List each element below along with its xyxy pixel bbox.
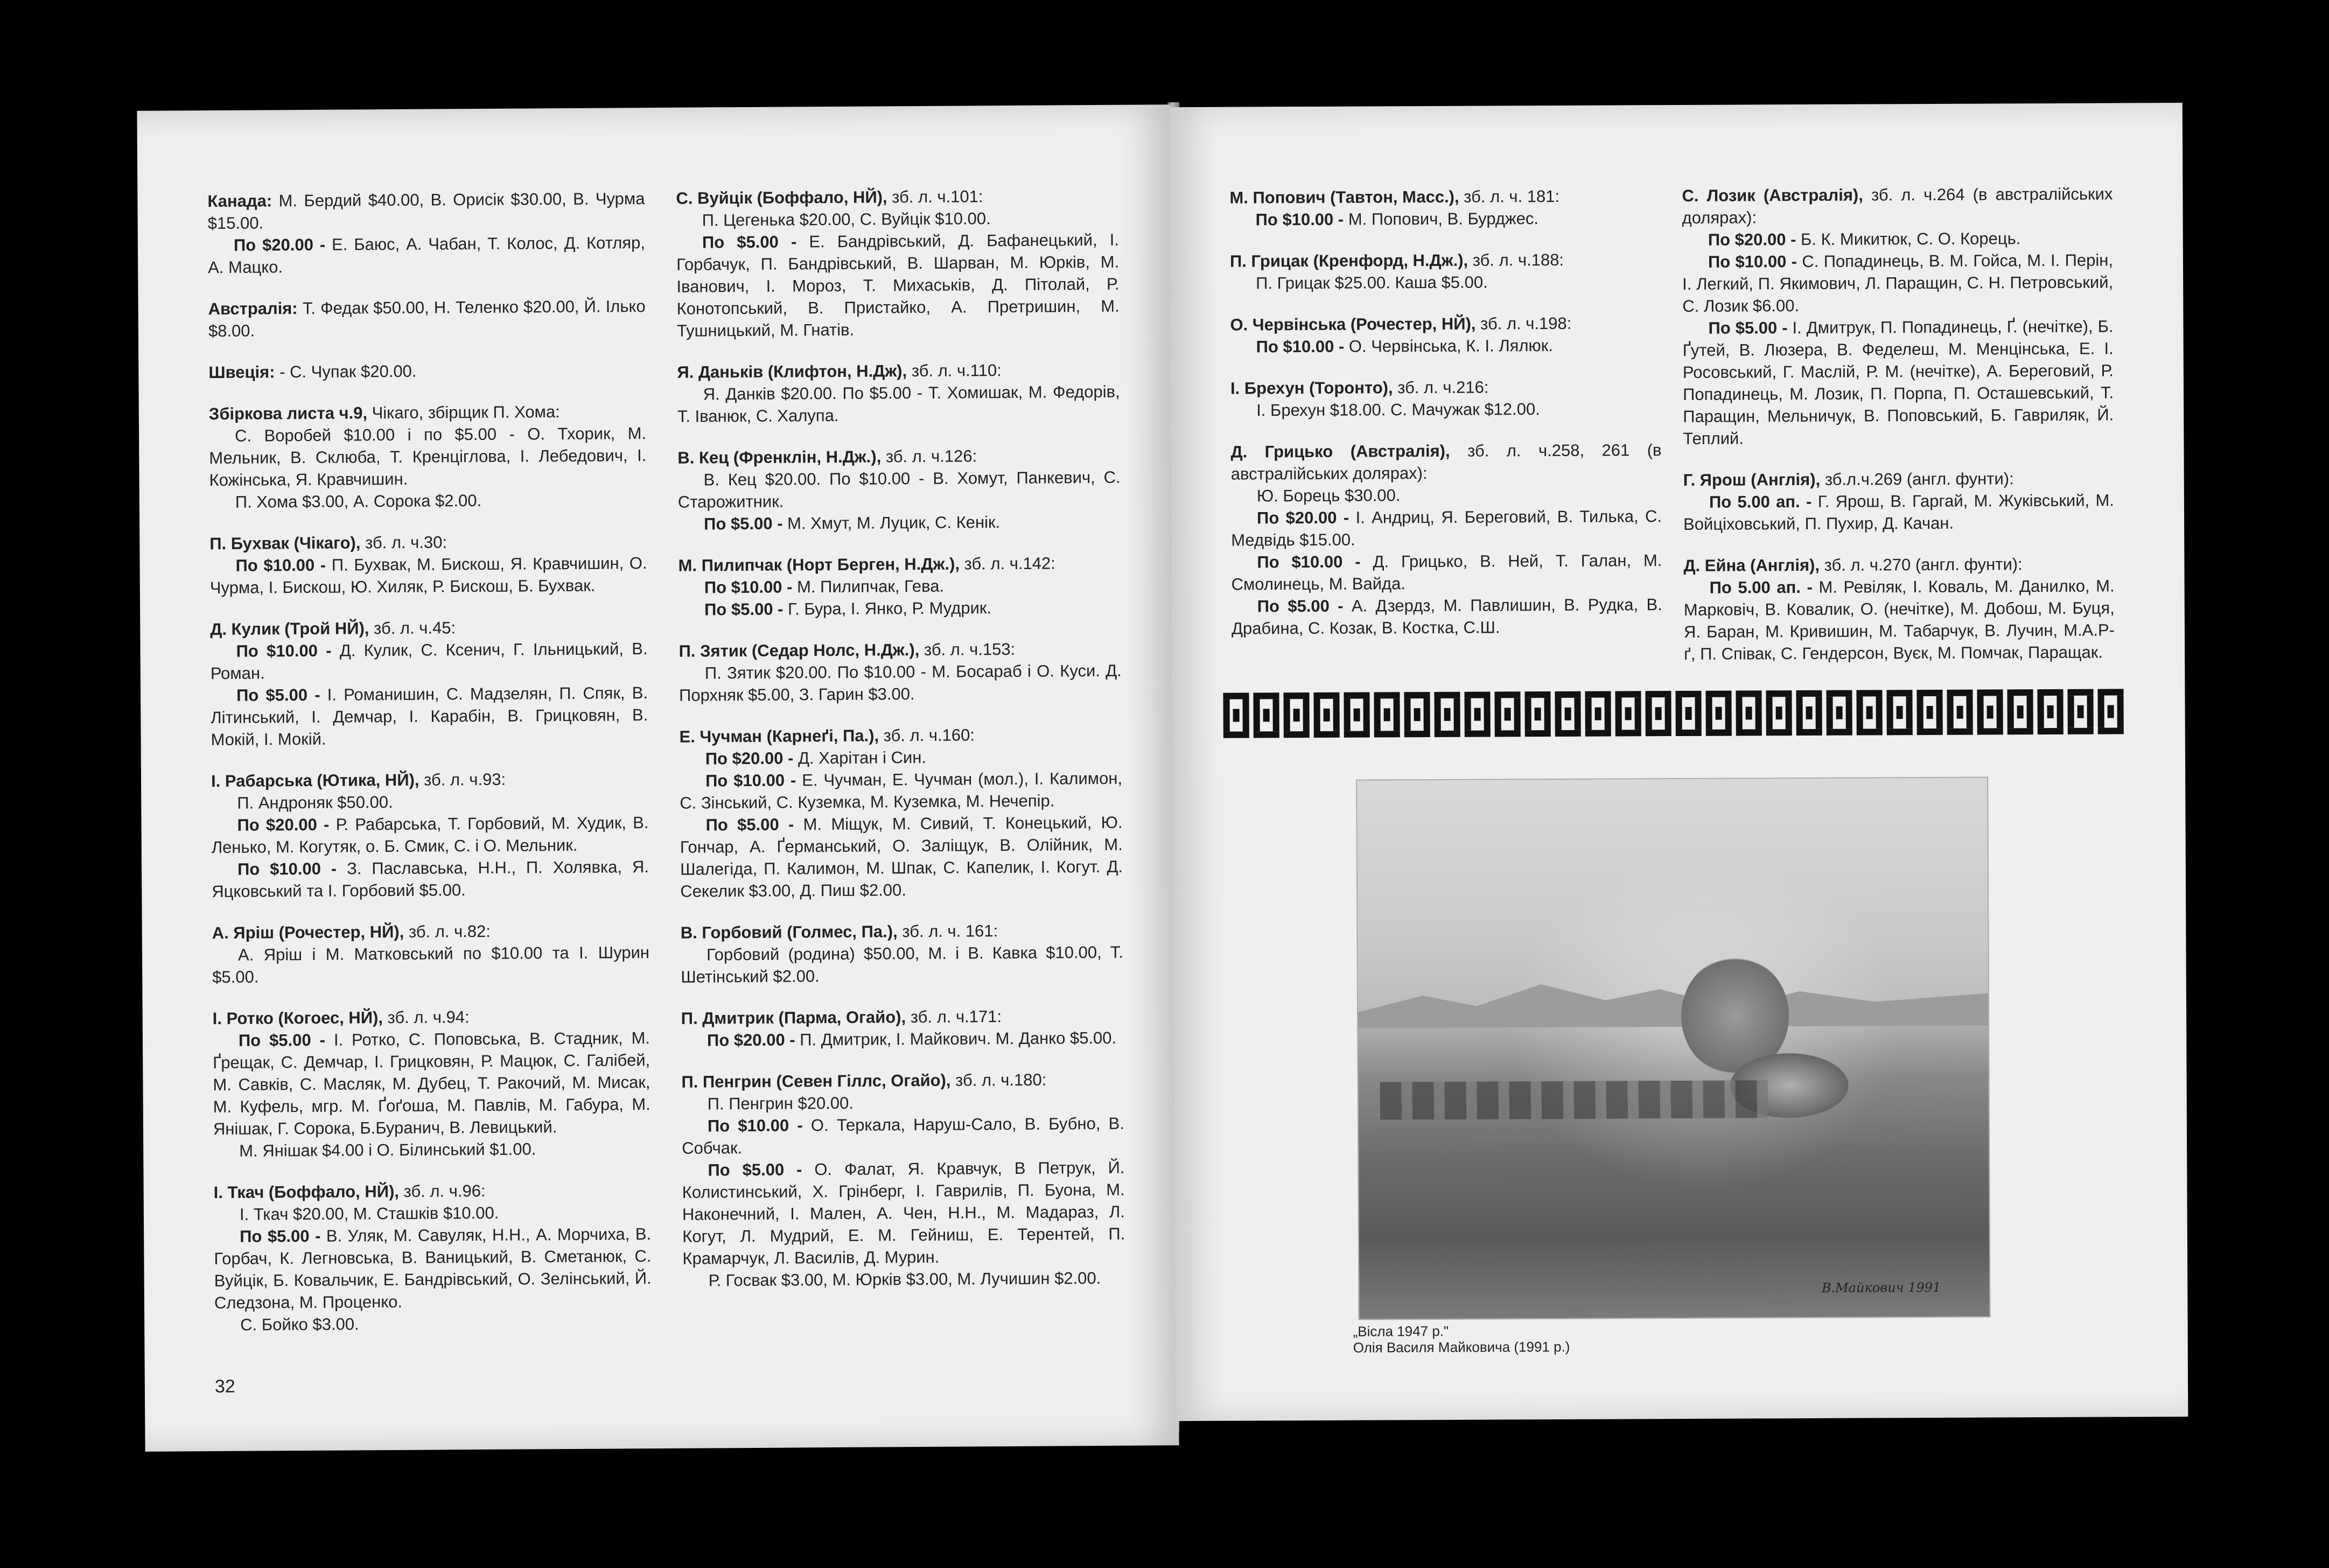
entry-line xyxy=(679,596,1121,621)
entry-text: О. Червінська, К. І. Лялюк. xyxy=(1348,336,1554,356)
stone-wall-shape xyxy=(1380,1080,1768,1119)
entry-line xyxy=(1682,249,2114,317)
amount-lead: По 5.00 ап. - xyxy=(1709,492,1812,512)
entry-heading: Д. Кулик (Трой НЙ), xyxy=(210,619,369,639)
amount-lead: По $5.00 - xyxy=(705,815,794,835)
amount-lead: По $5.00 - xyxy=(1708,318,1788,338)
entry-text: зб. л. ч.264 (в австралійських долярах): xyxy=(1682,184,2113,227)
ornament-motif xyxy=(1977,689,2003,734)
donation-entry xyxy=(1230,312,1661,358)
donation-entry xyxy=(208,295,646,342)
donation-entry xyxy=(214,1179,652,1336)
entry-line xyxy=(1230,207,1661,230)
entry-line xyxy=(209,488,647,513)
amount-lead: По $10.00 - xyxy=(704,577,793,597)
entry-line xyxy=(678,552,1121,577)
entry-text: зб. л. ч.153: xyxy=(924,639,1016,659)
entry-line xyxy=(212,856,649,902)
entry-text: П. Пенгрин $20.00. xyxy=(707,1093,854,1114)
donation-entry xyxy=(676,185,1120,342)
entry-line xyxy=(209,422,647,491)
amount-lead: По $10.00 - xyxy=(237,859,337,879)
left-page xyxy=(137,104,1179,1452)
entry-text: М. Пилипчак, Гева. xyxy=(796,576,945,597)
amount-lead: По $5.00 - xyxy=(238,1030,326,1050)
amount-lead: По $20.00 - xyxy=(705,748,794,768)
entry-heading: І. Рабарська (Ютика, НЙ), xyxy=(211,770,419,791)
entry-line xyxy=(213,1005,650,1030)
entry-line xyxy=(683,1267,1125,1292)
amount-lead: По $10.00 - xyxy=(235,555,326,575)
entry-line xyxy=(681,1068,1124,1093)
entry-line xyxy=(676,185,1118,209)
amount-lead: По $10.00 - xyxy=(1708,252,1798,271)
entry-line xyxy=(1682,315,2114,449)
entry-text: зб.л.ч.269 (англ. фунти): xyxy=(1824,469,2014,489)
donation-entry xyxy=(210,615,648,751)
entry-text: зб. л. ч. 161: xyxy=(902,921,998,941)
ornament-motif xyxy=(1524,691,1550,737)
entry-line xyxy=(211,811,648,858)
painting-signature: В.Майкович 1991 xyxy=(1821,1279,1941,1296)
entry-text: Г. Бура, І. Янко, Р. Мудрик. xyxy=(787,598,992,619)
caption-title: „Вісла 1947 р." xyxy=(1353,1322,1449,1340)
entry-text: П. Цегенька $20.00, С. Вуйцік $10.00. xyxy=(702,209,991,230)
entry-text: А. Дзердз, М. Павлишин, В. Рудка, В. Драбина, С. Козак, В. Костка, С.Ш. xyxy=(1231,595,1662,638)
entry-heading: Г. Ярош (Англія), xyxy=(1683,470,1821,489)
ornament-motif xyxy=(1283,692,1309,738)
entry-heading: І. Ткач (Боффало, НЙ), xyxy=(213,1181,400,1202)
left-column-2 xyxy=(676,185,1125,1311)
entry-line xyxy=(1682,183,2113,228)
entry-line xyxy=(213,1027,651,1140)
entry-text: Т. Федак $50.00, Н. Теленко $20.00, Й. Ілько $8.00. xyxy=(208,297,646,341)
entry-line xyxy=(207,187,645,234)
ornament-motif xyxy=(2067,689,2093,734)
donation-entry xyxy=(1229,185,1660,230)
entry-text: зб. л. ч.258, 261 (в австралійських долярах): xyxy=(1230,440,1662,484)
entry-line xyxy=(1683,575,2115,664)
donation-entry xyxy=(681,919,1124,988)
amount-lead: По $10.00 - xyxy=(707,1116,803,1136)
ornament-motif xyxy=(1615,691,1641,736)
entry-line xyxy=(681,1027,1124,1052)
entry-text: зб. л. ч.101: xyxy=(892,187,983,207)
right-column-2 xyxy=(1682,183,2115,684)
amount-lead: По $5.00 - xyxy=(702,232,797,252)
entry-text: зб. л. ч.93: xyxy=(423,769,506,789)
entry-text: зб. л. ч.171: xyxy=(910,1007,1002,1027)
entry-text: С. Бойко $3.00. xyxy=(240,1314,359,1334)
entry-text: П. Зятик $20.00. По $10.00 - М. Босараб і О. Куси. Д. Порхняк $5.00, З. Гарин $3.00. xyxy=(679,661,1122,705)
entry-line xyxy=(1230,439,1661,485)
entry-text: М. Янішак $4.00 і О. Білинський $1.00. xyxy=(239,1139,536,1160)
ornament-motif xyxy=(1826,690,1852,736)
entry-line xyxy=(677,381,1120,428)
entry-line xyxy=(214,1223,652,1314)
entry-text: М. Бердий $40.00, В. Орисік $30.00, В. Чурма $15.00. xyxy=(207,189,645,233)
entry-line xyxy=(679,574,1121,599)
ornament-motif xyxy=(1494,691,1520,737)
entry-text: зб. л. ч.110: xyxy=(911,361,1002,381)
entry-line xyxy=(1230,375,1661,399)
amount-lead: По $10.00 - xyxy=(705,771,796,790)
entry-heading: П. Дмитрик (Парма, Огайо), xyxy=(681,1007,906,1028)
entry-line xyxy=(679,723,1122,748)
entry-heading: Канада: xyxy=(207,191,272,211)
entry-line xyxy=(681,919,1123,944)
entry-line xyxy=(676,229,1120,342)
ornament-motif xyxy=(1886,690,1912,735)
ornament-motif xyxy=(1917,690,1942,735)
entry-line xyxy=(676,207,1119,232)
amount-lead: По $20.00 - xyxy=(707,1030,795,1050)
entry-line xyxy=(1682,227,2113,250)
ornament-motif xyxy=(1585,691,1611,737)
ornament-motif xyxy=(1223,692,1249,738)
amount-lead: По $10.00 - xyxy=(236,641,332,661)
entry-line xyxy=(682,1112,1124,1159)
entry-text: І. Дмитрук, П. Попадинець, Ґ. (нечітке), Б. Ґутей, В. Люзера, В. Феделеш, М. Менцінська, Е. І. Росовський, Г. Маслій, Р. М. (нечітке), А. Береговий, Р. Попадинець, М. Лозик, П. Порпа, П. Осташевський, Т. Паращин, Мельничук, В. Поповський, Б. Гавриляк, Й. Теплий. xyxy=(1682,317,2114,448)
entry-text: зб. л. ч.94: xyxy=(387,1007,470,1027)
entry-text: І. Романишин, С. Мадзелян, П. Спяк, В. Літинський, І. Демчар, І. Карабін, В. Грицковян, В. Мокій, І. Мокій. xyxy=(211,683,648,750)
ornament-motif xyxy=(1374,692,1400,737)
entry-line xyxy=(1683,552,2114,576)
entry-line xyxy=(1229,185,1660,208)
donation-entry xyxy=(209,530,647,599)
entry-heading: І. Брехун (Торонто), xyxy=(1230,378,1393,398)
entry-text: С. Воробей $10.00 і по $5.00 - О. Тхорик, М. Мельник, В. Склюба, Т. Кренціглова, І. Лебедович, І. Кожінська, Я. Кравчишин. xyxy=(209,424,647,490)
entry-line xyxy=(210,638,647,684)
entry-line xyxy=(1230,334,1661,358)
entry-heading: О. Червінська (Рочестер, НЙ), xyxy=(1230,314,1476,334)
amount-lead: По $20.00 - xyxy=(237,815,330,835)
entry-heading: В. Горбовий (Голмес, Па.), xyxy=(680,922,898,942)
donation-entry xyxy=(211,767,649,902)
donation-entry xyxy=(1683,467,2115,535)
page-number: 32 xyxy=(214,1376,235,1397)
entry-text: Я. Данків $20.00. По $5.00 - Т. Хомишак, М. Федорів, Т. Іванюк, С. Халупа. xyxy=(677,382,1120,426)
entry-line xyxy=(682,1157,1125,1270)
entry-line xyxy=(1231,505,1662,551)
entry-text: М. Хмут, М. Луцик, С. Кенік. xyxy=(787,513,1001,533)
entry-heading: М. Пилипчак (Норт Берген, Н.Дж.), xyxy=(678,554,960,575)
entry-line xyxy=(1683,467,2114,491)
entry-heading: Я. Даньків (Клифтон, Н.Дж), xyxy=(677,361,907,382)
entry-text: Е. Чучман, Е. Чучман (мол.), І. Калимон, С. Зінський, С. Куземка, М. Куземка, М. Нечепір. xyxy=(680,768,1123,813)
entry-text: Горбовий (родина) $50.00, М. і В. Кавка $10.00, Т. Шетінський $2.00. xyxy=(681,942,1124,986)
entry-text: М. Міщук, М. Сивий, Т. Конецький, Ю. Гончар, А. Ґерманський, О. Заліщук, В. Олійник, М. Шалегіда, П. Калимон, М. Шпак, С. Капелик, І. Когут. Д. Секелик $3.00, Д. Пиш $2.00. xyxy=(680,813,1123,901)
entry-heading: І. Ротко (Когоес, НЙ), xyxy=(212,1008,383,1028)
ornament-motif xyxy=(1253,692,1279,738)
entry-line xyxy=(212,919,649,944)
entry-line xyxy=(210,615,647,640)
entry-text: Б. К. Микитюк, С. О. Корець. xyxy=(1800,229,2021,249)
amount-lead: По 5.00 ап. - xyxy=(1709,577,1813,597)
entry-text: І. Ткач $20.00, М. Сташків $10.00. xyxy=(239,1203,499,1224)
entry-text: П. Дмитрик, І. Майкович. М. Данко $5.00. xyxy=(800,1028,1117,1049)
amount-lead: По $10.00 - xyxy=(1256,337,1345,356)
entry-heading: А. Яріш (Рочестер, НЙ), xyxy=(212,922,404,943)
entry-line xyxy=(679,638,1121,662)
entry-text: Е. Бандрівський, Д. Бафанецький, І. Горбачук, П. Бандрівський, В. Шарван, М. Юрків, М. Іванович, І. Мороз, Т. Михаськів, Д. Пітолай, Р. Конотопський, В. Пристайко, А. Претришин, М. Тушницький, М. Гнатів. xyxy=(676,230,1120,340)
ornament-motif xyxy=(1766,690,1792,736)
ornament-motif xyxy=(1434,692,1460,737)
ornament-motif xyxy=(1344,692,1369,738)
entry-heading: П. Бухвак (Чікаго), xyxy=(209,533,361,554)
amount-lead: По $5.00 - xyxy=(708,1160,802,1180)
entry-text: І. Ротко, С. Поповська, В. Стадник, М. Ґрещак, С. Демчар, І. Грицковян, Р. Мацюк, С. Галібей, М. Савків, С. Масляк, М. Дубец, Т. Ракочий, М. Мисак, М. Куфель, мгр. М. Ґоґоша, М. Павлів, М. Габура, М. Янішак, Г. Сорока, Б.Буранич, В. Левицький. xyxy=(213,1028,651,1139)
donation-entry xyxy=(1230,248,1661,294)
entry-line xyxy=(1232,593,1662,639)
entry-line xyxy=(214,1201,651,1226)
entry-line xyxy=(680,745,1122,770)
entry-line xyxy=(1230,312,1661,335)
ornament-motif xyxy=(1736,690,1761,736)
amount-lead: По $20.00 - xyxy=(1256,508,1349,528)
entry-line xyxy=(209,530,647,555)
donation-entry xyxy=(679,723,1123,902)
entry-text: зб. л. ч.82: xyxy=(408,921,491,941)
ornament-motif xyxy=(1705,691,1731,736)
entry-text: Р. Рабарська, Т. Горбовий, М. Худик, В. Ленько, М. Когутяк, о. Б. Смик, С. і О. Мельник. xyxy=(211,813,649,857)
entry-text: зб. л. ч.126: xyxy=(885,446,977,466)
entry-line xyxy=(678,510,1121,535)
ornament-motif xyxy=(1675,691,1701,736)
entry-line xyxy=(1683,489,2114,535)
entry-line xyxy=(1230,248,1661,272)
embroidery-ornament xyxy=(1221,684,2125,742)
entry-text: М. Попович, В. Бурджес. xyxy=(1348,209,1539,229)
entry-text: Д. Харітан і Син. xyxy=(798,747,927,768)
donation-entry xyxy=(208,359,646,383)
entry-text: Чікаго, збірщик П. Хома: xyxy=(372,402,560,423)
entry-line xyxy=(677,466,1120,513)
entry-line xyxy=(209,400,646,425)
entry-text: В. Кец $20.00. По $10.00 - В. Хомут, Панкевич, С. Старожитник. xyxy=(677,467,1121,512)
painting-image xyxy=(1356,776,1990,1320)
entry-text: зб. л. ч.188: xyxy=(1472,250,1564,270)
entry-text: зб. л. ч.30: xyxy=(365,533,447,552)
entry-text: М. Ревіляк, І. Коваль, М. Данилко, М. Марковіч, В. Ковалик, О. (нечітке), М. Добош, М. Буця, Я. Баран, М. Кривишин, М. Табарчук, В. Лучин, М.А.Р-ґ, П. Співак, С. Гендерсон, Вуєк, М. Помчак, Паращак. xyxy=(1683,576,2115,663)
caption-subtitle: Олія Василя Майковича (1991 р.) xyxy=(1353,1338,1570,1356)
entry-text: П. Грицак $25.00. Каша $5.00. xyxy=(1256,272,1488,293)
entry-text: З. Паславська, Н.Н., П. Холявка, Я. Яцковський та І. Горбовий $5.00. xyxy=(212,857,649,901)
entry-line xyxy=(681,1005,1124,1030)
entry-line xyxy=(208,295,646,342)
entry-text: - С. Чупак $20.00. xyxy=(279,361,417,382)
ornament-motif xyxy=(1947,690,1973,735)
entry-text: зб. л. ч.216: xyxy=(1397,377,1489,397)
right-column-1 xyxy=(1229,185,1662,659)
donation-entry xyxy=(212,919,650,988)
entry-heading: Е. Чучман (Карнеґі, Па.), xyxy=(679,726,879,746)
right-page xyxy=(1170,103,2188,1421)
entry-text: І. Андриц, Я. Береговий, В. Тилька, С. Медвідь $15.00. xyxy=(1231,507,1662,550)
entry-heading: П. Зятик (Седар Нолс, Н.Дж.), xyxy=(679,640,920,661)
entry-line xyxy=(214,1311,652,1336)
entry-line xyxy=(1231,483,1662,507)
ornament-motif xyxy=(2007,689,2033,734)
donation-entry xyxy=(1683,552,2115,664)
entry-text: С. Попадинець, В. М. Гойса, М. І. Перін, І. Легкий, П. Якимович, Л. Паращин, С. Н. Петровський, С. Лозик $6.00. xyxy=(1682,250,2114,316)
amount-lead: По $10.00 - xyxy=(1257,552,1361,572)
entry-line xyxy=(679,660,1122,706)
mountains-silhouette xyxy=(1358,961,1989,1028)
entry-line xyxy=(1231,549,1662,595)
donation-entry xyxy=(681,1068,1125,1292)
entry-line xyxy=(214,1179,651,1203)
amount-lead: По $10.00 - xyxy=(1255,209,1344,229)
donation-entry xyxy=(681,1005,1124,1052)
entry-heading: П. Пенгрин (Севен Гіллс, Огайо), xyxy=(681,1070,951,1091)
entry-text: І. Брехун $18.00. С. Мачужак $12.00. xyxy=(1256,400,1540,420)
entry-text: П. Андроняк $50.00. xyxy=(237,793,393,813)
amount-lead: По $5.00 - xyxy=(1257,596,1344,616)
entry-heading: М. Попович (Тавтон, Масс.), xyxy=(1229,187,1459,207)
entry-text: О. Фалат, Я. Кравчук, В Петрук, Й. Колистинський, Х. Грінберг, І. Гаврилів, П. Буона, М. Наконечний, І. Мален, А. Чен, Н.Н., М. Мадараз, Л. Когут, Л. Мудрий, Е. М. Гейниш, Е. Терентей, П. Крамарчук, Л. Василів, Д. Мурин. xyxy=(682,1158,1125,1268)
entry-text: П. Бухвак, М. Бискош, Я. Кравчишин, О. Чурма, І. Бискош, Ю. Хиляк, Р. Бискош, Б. Бухвак. xyxy=(209,554,647,598)
ornament-motif xyxy=(1856,690,1882,735)
donation-entry xyxy=(677,359,1120,428)
entry-heading: Австралія: xyxy=(208,299,298,319)
painting-caption xyxy=(1353,1322,1570,1356)
entry-heading: П. Грицак (Кренфорд, Н.Дж.), xyxy=(1229,250,1468,271)
entry-text: зб. л. ч.142: xyxy=(964,554,1055,573)
entry-heading: В. Кец (Френклін, Н.Дж.), xyxy=(677,447,882,467)
entry-text: зб. л. ч.198: xyxy=(1480,313,1572,333)
entry-line xyxy=(1230,270,1661,294)
entry-line xyxy=(209,552,647,599)
entry-text: П. Хома $3.00, А. Сорока $2.00. xyxy=(235,491,482,512)
entry-text: Г. Ярош, В. Гаргай, М. Жуківський, М. Войціховський, П. Пухир, Д. Качан. xyxy=(1683,491,2114,534)
entry-line xyxy=(211,789,648,814)
donation-entry xyxy=(207,187,645,278)
donation-entry xyxy=(209,400,647,513)
entry-heading: Збіркова листа ч.9, xyxy=(208,403,368,424)
entry-text: В. Уляк, М. Савуляк, Н.Н., А. Морчиха, В. Горбач, К. Легновська, В. Ваницький, В. Сметанюк, С. Вуйцік, Б. Ковальчик, Е. Бандрівський, О. Зелінський, Й. Следзона, М. Проценко. xyxy=(214,1224,652,1313)
ornament-motif xyxy=(1796,690,1822,736)
entry-line xyxy=(680,767,1122,814)
entry-text: Р. Госвак $3.00, М. Юрків $3.00, М. Лучишин $2.00. xyxy=(708,1268,1101,1290)
entry-line xyxy=(680,811,1123,902)
amount-lead: По $20.00 - xyxy=(233,235,326,255)
amount-lead: По $5.00 - xyxy=(704,599,784,619)
donation-entry xyxy=(678,552,1121,621)
entry-heading: Д. Ейна (Англія), xyxy=(1683,555,1820,575)
entry-line xyxy=(677,359,1120,383)
donation-entry xyxy=(679,638,1122,706)
amount-lead: По $5.00 - xyxy=(704,514,783,534)
entry-heading: Д. Грицько (Австралія), xyxy=(1230,441,1450,461)
amount-lead: По $5.00 - xyxy=(236,685,320,705)
ornament-motif xyxy=(1313,692,1339,738)
ornament-motif xyxy=(1555,691,1580,737)
entry-line xyxy=(213,1137,651,1162)
entry-text: зб. л. ч.45: xyxy=(373,618,456,638)
entry-line xyxy=(677,444,1120,469)
entry-line xyxy=(208,359,646,383)
donation-entry xyxy=(677,444,1121,535)
entry-heading: С. Лозик (Австралія), xyxy=(1682,185,1863,205)
amount-lead: По $5.00 - xyxy=(240,1226,321,1246)
donation-entry xyxy=(1682,183,2114,449)
entry-line xyxy=(682,1090,1124,1115)
ornament-motif xyxy=(1404,692,1430,737)
amount-lead: По $20.00 - xyxy=(1708,230,1796,249)
entry-text: О. Теркала, Наруш-Сало, В. Бубно, В. Собчак. xyxy=(682,1114,1125,1158)
entry-text: Д. Кулик, С. Ксенич, Г. Ільницький, В. Роман. xyxy=(210,639,648,683)
entry-text: зб. л. ч.96: xyxy=(403,1181,486,1201)
entry-line xyxy=(208,232,645,278)
ornament-motif xyxy=(1464,692,1490,737)
entry-heading: Швеція: xyxy=(208,362,275,382)
entry-line xyxy=(211,682,648,751)
donation-entry xyxy=(213,1005,651,1162)
entry-text: зб. л. ч. 181: xyxy=(1464,186,1560,206)
entry-text: Е. Баюс, А. Чабан, Т. Колос, Д. Котляр, А. Мацко. xyxy=(208,233,646,277)
entry-text: Д. Грицько, В. Ней, Т. Галан, М. Смолинець, М. Вайда. xyxy=(1231,551,1662,594)
ornament-motif xyxy=(2037,689,2063,734)
entry-heading: С. Вуйцік (Боффало, НЙ), xyxy=(676,187,887,208)
entry-text: зб. л. ч.180: xyxy=(955,1070,1047,1090)
ornament-motif xyxy=(1645,691,1671,736)
entry-line xyxy=(1230,397,1661,421)
entry-line xyxy=(212,941,649,988)
ornament-motif xyxy=(2097,689,2123,734)
donation-entry xyxy=(1230,439,1662,639)
entry-text: А. Яріш і М. Матковський по $10.00 та І. Шурин $5.00. xyxy=(212,943,650,987)
left-column-1 xyxy=(207,187,652,1355)
donation-entry xyxy=(1230,375,1661,421)
entry-text: зб. л. ч.160: xyxy=(883,725,975,745)
entry-text: Ю. Борець $30.00. xyxy=(1256,486,1401,506)
entry-line xyxy=(681,941,1123,988)
entry-text: зб. л. ч.270 (англ. фунти): xyxy=(1824,555,2023,575)
entry-line xyxy=(211,767,648,792)
